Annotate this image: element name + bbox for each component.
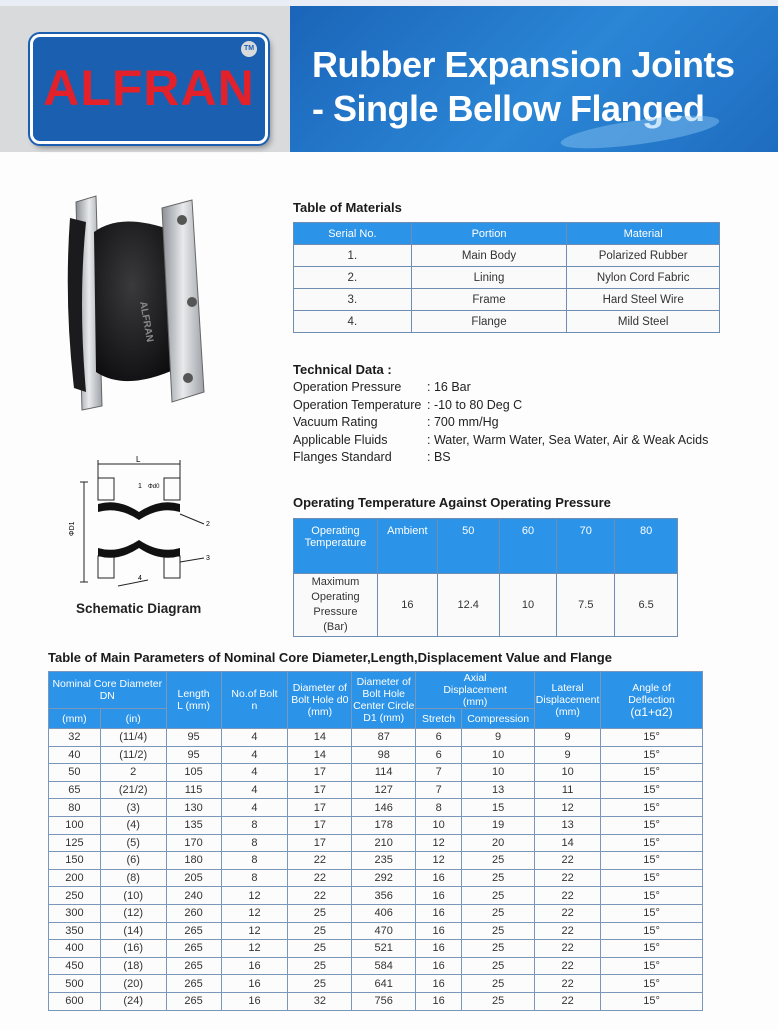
technical-value: : BS — [427, 450, 451, 465]
main-cell-angle: 15° — [601, 869, 703, 887]
main-cell-dn-in: (12) — [100, 904, 166, 922]
main-cell-compression: 25 — [462, 940, 535, 958]
main-header-compression: Compression — [462, 709, 535, 729]
main-cell-circle-dia: 406 — [352, 904, 416, 922]
main-cell-bolts: 4 — [221, 729, 288, 747]
materials-cell: Lining — [411, 267, 567, 289]
materials-cell: Main Body — [411, 245, 567, 267]
main-cell-lateral: 13 — [535, 816, 601, 834]
main-cell-circle-dia: 127 — [352, 781, 416, 799]
main-cell-bolts: 8 — [221, 834, 288, 852]
main-cell-dn-in: (11/2) — [100, 746, 166, 764]
schematic-label-d0: Φd0 — [148, 484, 160, 490]
main-cell-bolts: 4 — [221, 799, 288, 817]
main-cell-hole-dia: 25 — [288, 940, 352, 958]
materials-cell: 2. — [294, 267, 412, 289]
main-cell-angle: 15° — [601, 904, 703, 922]
operating-header-temp: 50 — [437, 519, 499, 574]
main-cell-hole-dia: 14 — [288, 729, 352, 747]
main-cell-compression: 20 — [462, 834, 535, 852]
main-cell-dn-mm: 40 — [49, 746, 101, 764]
operating-cell: 6.5 — [615, 574, 678, 637]
main-cell-angle: 15° — [601, 852, 703, 870]
main-cell-dn-mm: 400 — [49, 940, 101, 958]
schematic-label-L: L — [136, 455, 141, 464]
main-header-dn-mm: (mm) — [49, 709, 101, 729]
table-row — [49, 975, 703, 993]
main-cell-stretch: 6 — [416, 746, 462, 764]
brand-logo — [30, 34, 268, 144]
operating-cell: 12.4 — [437, 574, 499, 637]
schematic-diagram — [68, 452, 228, 592]
main-cell-dn-in: (20) — [100, 975, 166, 993]
main-cell-dn-in: (21/2) — [100, 781, 166, 799]
main-cell-stretch: 10 — [416, 816, 462, 834]
main-cell-dn-in: (14) — [100, 922, 166, 940]
main-cell-lateral: 22 — [535, 904, 601, 922]
main-cell-stretch: 16 — [416, 922, 462, 940]
main-cell-circle-dia: 356 — [352, 887, 416, 905]
operating-header-row — [294, 519, 678, 574]
main-cell-angle: 15° — [601, 781, 703, 799]
materials-header-portion: Portion — [411, 223, 567, 245]
main-cell-stretch: 12 — [416, 852, 462, 870]
main-cell-circle-dia: 584 — [352, 957, 416, 975]
main-cell-dn-in: 2 — [100, 764, 166, 782]
main-cell-angle: 15° — [601, 975, 703, 993]
main-cell-dn-in: (4) — [100, 816, 166, 834]
main-cell-compression: 25 — [462, 992, 535, 1010]
schematic-label-4: 4 — [138, 575, 142, 582]
technical-key: Applicable Fluids — [293, 432, 388, 447]
main-cell-compression: 10 — [462, 764, 535, 782]
materials-header-serial: Serial No. — [294, 223, 412, 245]
table-row — [49, 940, 703, 958]
main-cell-bolts: 12 — [221, 940, 288, 958]
main-cell-length: 115 — [166, 781, 221, 799]
main-cell-dn-mm: 32 — [49, 729, 101, 747]
materials-cell: 3. — [294, 289, 412, 311]
main-cell-dn-mm: 65 — [49, 781, 101, 799]
main-cell-dn-in: (10) — [100, 887, 166, 905]
main-cell-circle-dia: 146 — [352, 799, 416, 817]
main-cell-angle: 15° — [601, 922, 703, 940]
main-cell-hole-dia: 25 — [288, 904, 352, 922]
operating-cell: 10 — [499, 574, 557, 637]
main-cell-dn-in: (18) — [100, 957, 166, 975]
main-cell-stretch: 16 — [416, 904, 462, 922]
list-item — [293, 433, 708, 451]
main-cell-circle-dia: 114 — [352, 764, 416, 782]
operating-title: Operating Temperature Against Operating Pressure — [293, 495, 611, 510]
main-cell-compression: 25 — [462, 869, 535, 887]
main-header-row — [49, 672, 703, 709]
technical-key: Vacuum Rating — [293, 415, 378, 430]
main-cell-dn-mm: 500 — [49, 975, 101, 993]
main-cell-angle: 15° — [601, 729, 703, 747]
table-row — [49, 992, 703, 1010]
main-cell-length: 265 — [166, 922, 221, 940]
technical-value: : 16 Bar — [427, 380, 471, 394]
main-cell-bolts: 12 — [221, 887, 288, 905]
main-cell-lateral: 22 — [535, 869, 601, 887]
schematic-label-1: 1 — [138, 483, 142, 490]
main-cell-dn-in: (3) — [100, 799, 166, 817]
main-cell-compression: 9 — [462, 729, 535, 747]
materials-cell: Polarized Rubber — [567, 245, 720, 267]
main-cell-dn-mm: 80 — [49, 799, 101, 817]
main-header-lateral: Lateral Displacement (mm) — [535, 672, 601, 729]
main-table-body — [49, 729, 703, 1011]
table-row — [294, 311, 720, 333]
materials-table — [293, 222, 720, 333]
table-row — [49, 816, 703, 834]
list-item — [293, 450, 708, 468]
main-cell-bolts: 8 — [221, 869, 288, 887]
table-row — [294, 289, 720, 311]
main-cell-dn-mm: 125 — [49, 834, 101, 852]
schematic-label-D1: ΦD1 — [69, 521, 76, 536]
main-cell-lateral: 12 — [535, 799, 601, 817]
main-cell-stretch: 16 — [416, 957, 462, 975]
main-cell-compression: 25 — [462, 957, 535, 975]
main-cell-hole-dia: 17 — [288, 834, 352, 852]
main-cell-length: 265 — [166, 992, 221, 1010]
main-cell-circle-dia: 235 — [352, 852, 416, 870]
main-cell-length: 130 — [166, 799, 221, 817]
list-item — [293, 380, 708, 398]
main-cell-dn-in: (5) — [100, 834, 166, 852]
main-cell-length: 135 — [166, 816, 221, 834]
main-header-angle — [601, 672, 703, 729]
main-cell-length: 265 — [166, 975, 221, 993]
main-cell-hole-dia: 17 — [288, 764, 352, 782]
main-cell-compression: 10 — [462, 746, 535, 764]
main-header-dn: Nominal Core Diameter DN — [49, 672, 167, 709]
main-cell-length: 180 — [166, 852, 221, 870]
table-row — [49, 764, 703, 782]
materials-header-row — [294, 223, 720, 245]
main-cell-lateral: 22 — [535, 887, 601, 905]
technical-key: Flanges Standard — [293, 450, 392, 465]
technical-key: Operation Pressure — [293, 380, 402, 394]
main-header-stretch: Stretch — [416, 709, 462, 729]
page-title-line2: - Single Bellow Flanged — [312, 88, 705, 129]
main-cell-dn-mm: 300 — [49, 904, 101, 922]
main-cell-dn-mm: 100 — [49, 816, 101, 834]
operating-table — [293, 518, 678, 637]
main-cell-lateral: 22 — [535, 975, 601, 993]
main-cell-compression: 25 — [462, 922, 535, 940]
table-row — [49, 834, 703, 852]
main-cell-compression: 19 — [462, 816, 535, 834]
main-cell-stretch: 16 — [416, 975, 462, 993]
main-cell-hole-dia: 22 — [288, 852, 352, 870]
table-row — [294, 574, 678, 637]
materials-title: Table of Materials — [293, 200, 402, 215]
main-cell-angle: 15° — [601, 957, 703, 975]
brand-logo-text: ALFRAN — [43, 60, 255, 116]
main-cell-lateral: 22 — [535, 957, 601, 975]
main-cell-bolts: 16 — [221, 957, 288, 975]
main-cell-compression: 25 — [462, 887, 535, 905]
technical-key: Operation Temperature — [293, 397, 422, 412]
main-cell-lateral: 9 — [535, 746, 601, 764]
main-cell-dn-mm: 150 — [49, 852, 101, 870]
main-cell-lateral: 22 — [535, 940, 601, 958]
main-cell-angle: 15° — [601, 816, 703, 834]
main-cell-bolts: 12 — [221, 922, 288, 940]
main-cell-dn-mm: 50 — [49, 764, 101, 782]
main-cell-dn-mm: 250 — [49, 887, 101, 905]
main-cell-lateral: 9 — [535, 729, 601, 747]
table-row — [294, 267, 720, 289]
main-cell-hole-dia: 14 — [288, 746, 352, 764]
main-header-angle-label: Angle of Deflection — [628, 681, 675, 706]
main-cell-compression: 25 — [462, 852, 535, 870]
materials-cell: Frame — [411, 289, 567, 311]
table-row — [49, 887, 703, 905]
main-cell-lateral: 11 — [535, 781, 601, 799]
main-cell-angle: 15° — [601, 799, 703, 817]
technical-value: : Water, Warm Water, Sea Water, Air & Weak Acids — [427, 432, 709, 447]
main-cell-angle: 15° — [601, 746, 703, 764]
main-cell-lateral: 22 — [535, 852, 601, 870]
materials-cell: Nylon Cord Fabric — [567, 267, 720, 289]
main-header-bolt: No.of Bolt n — [221, 672, 288, 729]
main-cell-dn-in: (11/4) — [100, 729, 166, 747]
main-cell-stretch: 8 — [416, 799, 462, 817]
main-header-length: Length L (mm) — [166, 672, 221, 729]
main-cell-stretch: 16 — [416, 940, 462, 958]
operating-cell: 16 — [377, 574, 437, 637]
main-cell-hole-dia: 22 — [288, 887, 352, 905]
table-row — [49, 904, 703, 922]
main-cell-hole-dia: 25 — [288, 975, 352, 993]
main-cell-length: 265 — [166, 957, 221, 975]
materials-cell: Hard Steel Wire — [567, 289, 720, 311]
materials-cell: 1. — [294, 245, 412, 267]
page-title-line1: Rubber Expansion Joints — [312, 44, 735, 85]
main-cell-stretch: 7 — [416, 781, 462, 799]
table-row — [49, 729, 703, 747]
main-header-circle: Diameter of Bolt Hole Center Circle D1 (mm) — [352, 672, 416, 729]
main-cell-stretch: 16 — [416, 992, 462, 1010]
main-cell-circle-dia: 98 — [352, 746, 416, 764]
materials-cell: Flange — [411, 311, 567, 333]
main-cell-angle: 15° — [601, 764, 703, 782]
main-cell-length: 170 — [166, 834, 221, 852]
main-cell-stretch: 16 — [416, 887, 462, 905]
main-cell-bolts: 8 — [221, 852, 288, 870]
main-cell-dn-mm: 450 — [49, 957, 101, 975]
main-cell-circle-dia: 521 — [352, 940, 416, 958]
main-cell-length: 240 — [166, 887, 221, 905]
main-cell-length: 95 — [166, 729, 221, 747]
main-cell-circle-dia: 178 — [352, 816, 416, 834]
main-cell-stretch: 6 — [416, 729, 462, 747]
main-cell-bolts: 16 — [221, 992, 288, 1010]
main-cell-dn-in: (24) — [100, 992, 166, 1010]
main-cell-dn-mm: 600 — [49, 992, 101, 1010]
main-cell-circle-dia: 470 — [352, 922, 416, 940]
main-cell-bolts: 16 — [221, 975, 288, 993]
main-cell-stretch: 16 — [416, 869, 462, 887]
main-cell-dn-mm: 350 — [49, 922, 101, 940]
main-cell-length: 205 — [166, 869, 221, 887]
operating-row-label: Maximum Operating Pressure (Bar) — [294, 574, 378, 637]
main-cell-bolts: 4 — [221, 764, 288, 782]
operating-header-temp: 80 — [615, 519, 678, 574]
main-cell-dn-mm: 200 — [49, 869, 101, 887]
main-cell-hole-dia: 17 — [288, 816, 352, 834]
operating-header-temp: 60 — [499, 519, 557, 574]
main-cell-hole-dia: 22 — [288, 869, 352, 887]
main-cell-compression: 15 — [462, 799, 535, 817]
table-row — [49, 957, 703, 975]
main-cell-circle-dia: 87 — [352, 729, 416, 747]
main-cell-length: 265 — [166, 940, 221, 958]
table-row — [49, 852, 703, 870]
main-cell-lateral: 22 — [535, 992, 601, 1010]
table-row — [49, 922, 703, 940]
operating-header-temp: Ambient — [377, 519, 437, 574]
list-item — [293, 398, 708, 416]
main-parameters-table — [48, 671, 703, 1011]
main-cell-bolts: 4 — [221, 781, 288, 799]
header-top-strip — [0, 0, 778, 6]
main-cell-compression: 25 — [462, 975, 535, 993]
main-cell-lateral: 14 — [535, 834, 601, 852]
list-item — [293, 415, 708, 433]
main-header-hole: Diameter of Bolt Hole d0 (mm) — [288, 672, 352, 729]
materials-cell: Mild Steel — [567, 311, 720, 333]
main-header-angle-sub: (α1+α2) — [630, 704, 673, 719]
main-cell-bolts: 4 — [221, 746, 288, 764]
main-cell-stretch: 12 — [416, 834, 462, 852]
svg-text:ALFRAN: ALFRAN — [137, 300, 156, 344]
product-photo — [66, 192, 216, 414]
main-cell-compression: 13 — [462, 781, 535, 799]
main-cell-hole-dia: 17 — [288, 781, 352, 799]
operating-cell: 7.5 — [557, 574, 615, 637]
technical-value: : -10 to 80 Deg C — [427, 397, 523, 412]
schematic-label-2: 2 — [206, 521, 210, 528]
technical-value: : 700 mm/Hg — [427, 415, 499, 430]
main-cell-dn-in: (8) — [100, 869, 166, 887]
main-cell-hole-dia: 25 — [288, 957, 352, 975]
main-cell-bolts: 8 — [221, 816, 288, 834]
table-row — [49, 869, 703, 887]
operating-header-label: Operating Temperature — [294, 519, 378, 574]
main-cell-dn-in: (16) — [100, 940, 166, 958]
schematic-caption: Schematic Diagram — [76, 601, 202, 616]
table-row — [49, 746, 703, 764]
table-row — [49, 799, 703, 817]
main-cell-lateral: 10 — [535, 764, 601, 782]
main-cell-length: 260 — [166, 904, 221, 922]
main-header-axial: Axial Displacement (mm) — [416, 672, 535, 709]
table-row — [49, 781, 703, 799]
main-cell-circle-dia: 756 — [352, 992, 416, 1010]
main-cell-angle: 15° — [601, 887, 703, 905]
main-cell-hole-dia: 32 — [288, 992, 352, 1010]
main-cell-angle: 15° — [601, 834, 703, 852]
main-cell-compression: 25 — [462, 904, 535, 922]
table-row — [294, 245, 720, 267]
main-cell-length: 105 — [166, 764, 221, 782]
main-table-title: Table of Main Parameters of Nominal Core Diameter,Length,Displacement Value and Flange — [48, 650, 612, 665]
main-cell-circle-dia: 292 — [352, 869, 416, 887]
main-cell-angle: 15° — [601, 992, 703, 1010]
main-cell-stretch: 7 — [416, 764, 462, 782]
materials-cell: 4. — [294, 311, 412, 333]
main-cell-circle-dia: 641 — [352, 975, 416, 993]
main-cell-length: 95 — [166, 746, 221, 764]
technical-data-list — [293, 380, 708, 468]
main-cell-bolts: 12 — [221, 904, 288, 922]
main-header-dn-in: (in) — [100, 709, 166, 729]
main-cell-lateral: 22 — [535, 922, 601, 940]
main-cell-circle-dia: 210 — [352, 834, 416, 852]
materials-header-material: Material — [567, 223, 720, 245]
trademark-badge: TM — [240, 40, 258, 58]
main-cell-dn-in: (6) — [100, 852, 166, 870]
technical-title: Technical Data : — [293, 362, 392, 377]
main-cell-angle: 15° — [601, 940, 703, 958]
main-cell-hole-dia: 25 — [288, 922, 352, 940]
main-cell-hole-dia: 17 — [288, 799, 352, 817]
operating-header-temp: 70 — [557, 519, 615, 574]
schematic-label-3: 3 — [206, 555, 210, 562]
